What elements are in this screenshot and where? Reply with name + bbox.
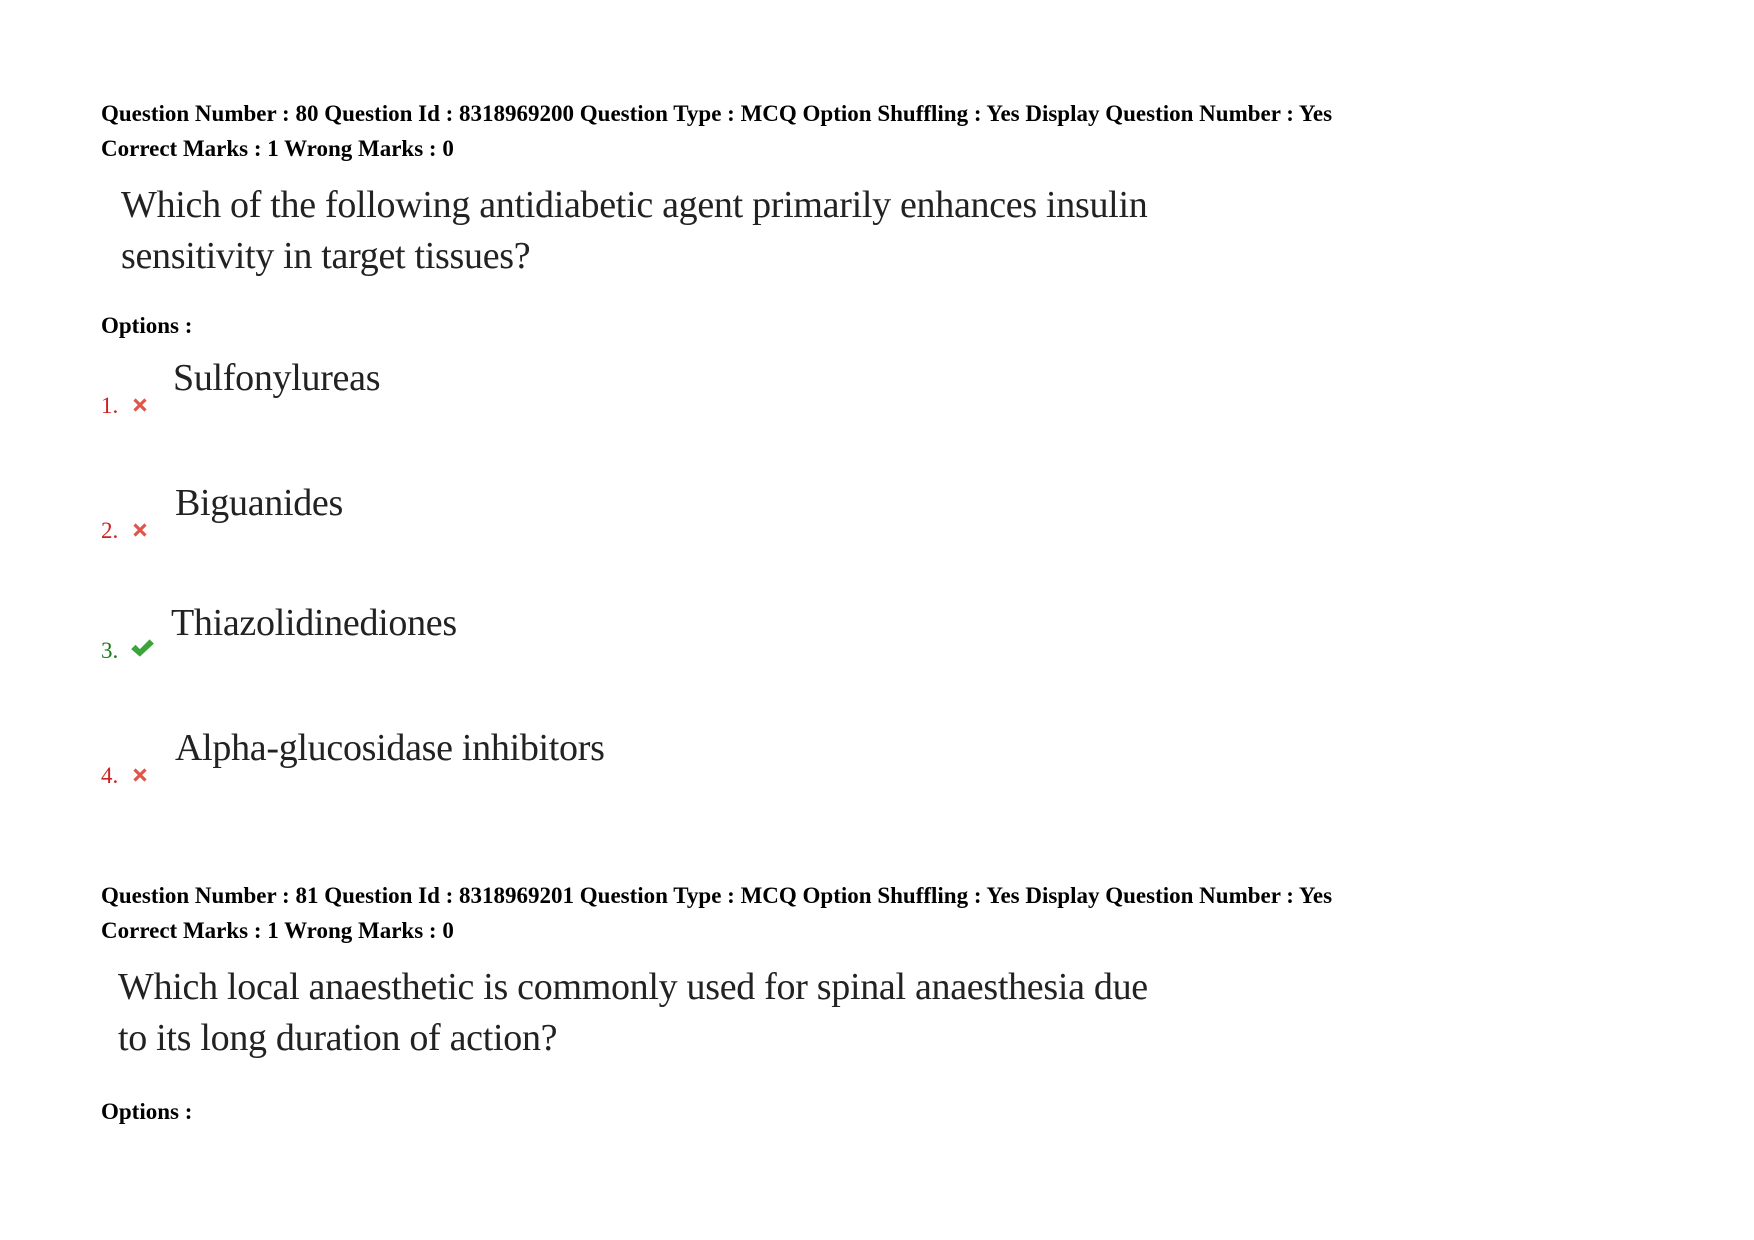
option-text: Sulfonylureas	[173, 357, 381, 399]
option-1	[101, 356, 1001, 466]
option-3	[101, 601, 1001, 711]
option-text: Biguanides	[175, 482, 343, 524]
options-label: Options :	[101, 1099, 193, 1124]
question-marks: Correct Marks : 1 Wrong Marks : 0	[101, 918, 454, 943]
cross-icon	[129, 394, 151, 416]
question-text: Which local anaesthetic is commonly used for spinal anaesthesia due to its long duration of action?	[118, 966, 1148, 1059]
question-block	[101, 96, 1601, 816]
cross-icon	[129, 764, 151, 786]
option-number: 1.	[101, 393, 119, 418]
question-marks: Correct Marks : 1 Wrong Marks : 0	[101, 136, 454, 161]
option-text: Thiazolidinediones	[171, 602, 457, 644]
option-text: Alpha-glucosidase inhibitors	[175, 727, 605, 769]
question-text: Which of the following antidiabetic agent primarily enhances insulin sensitivity in target tissues?	[121, 184, 1148, 277]
question-meta: Question Number : 81 Question Id : 8318969201 Question Type : MCQ Option Shuffling : Yes Display Question Number : Yes	[101, 883, 1333, 908]
question-meta: Question Number : 80 Question Id : 8318969200 Question Type : MCQ Option Shuffling : Yes Display Question Number : Yes	[101, 101, 1333, 126]
option-number: 4.	[101, 763, 119, 788]
check-icon	[129, 637, 155, 659]
option-2	[101, 481, 1001, 591]
cross-icon	[129, 519, 151, 541]
question-block	[101, 878, 1601, 1138]
option-number: 3.	[101, 638, 119, 663]
options-label: Options :	[101, 313, 193, 338]
option-4	[101, 726, 1001, 836]
option-number: 2.	[101, 518, 119, 543]
